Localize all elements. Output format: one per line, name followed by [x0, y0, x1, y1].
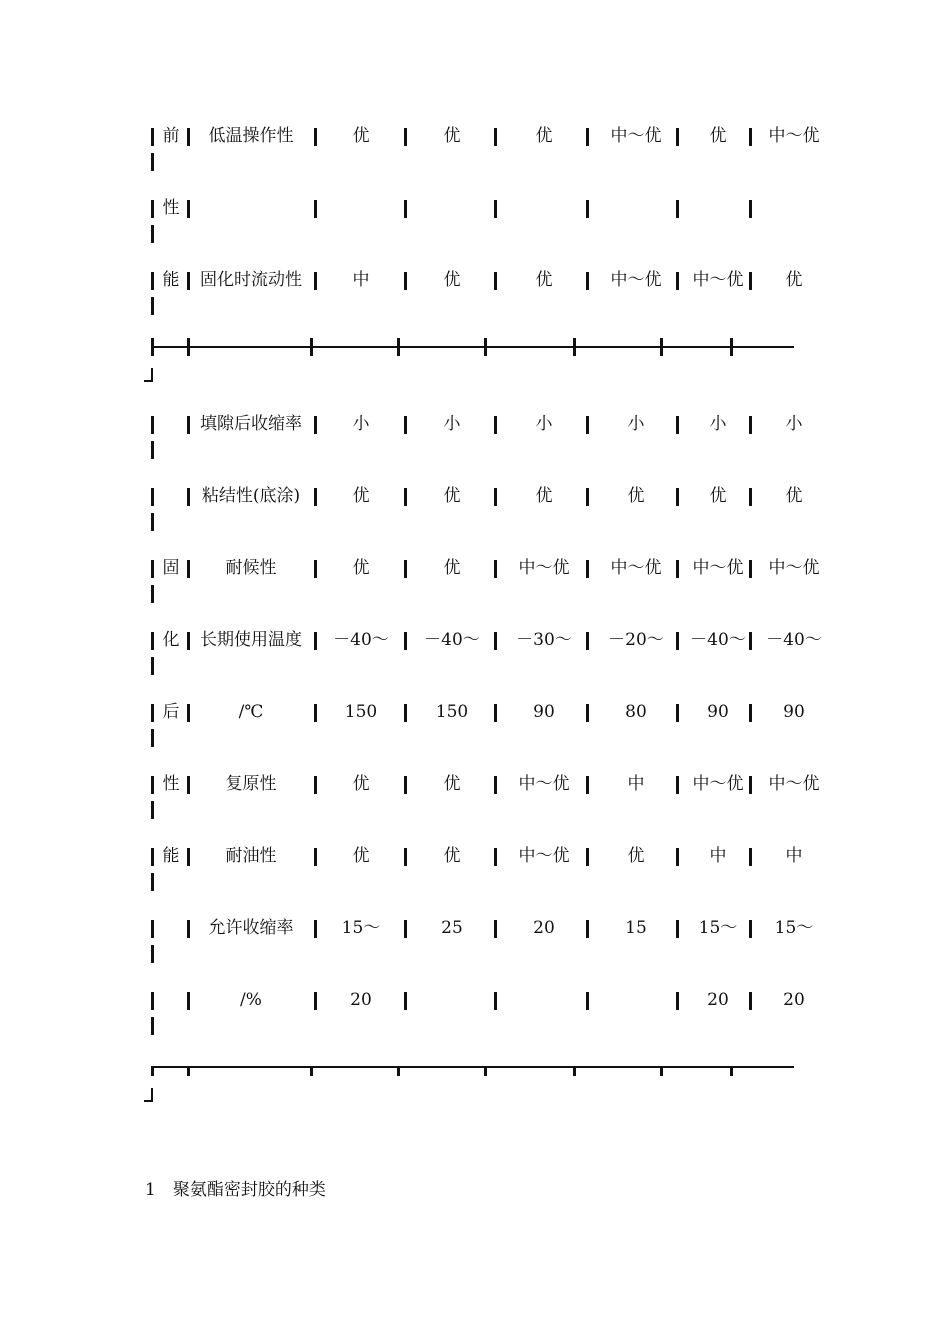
section-divider [0, 346, 950, 386]
property-value: 150 [344, 702, 378, 722]
property-value: 小 [443, 414, 461, 434]
table-row [0, 629, 950, 701]
column-separator [676, 920, 679, 938]
property-value: 15～ [774, 918, 814, 938]
property-value: 150 [435, 702, 469, 722]
property-value: 中 [352, 270, 370, 290]
column-separator [404, 200, 407, 218]
column-separator [586, 920, 589, 938]
rule-junction [397, 338, 400, 356]
row-continuation-bar [151, 153, 154, 171]
property-value: －40～ [766, 630, 822, 650]
property-value: 中～优 [518, 846, 570, 866]
property-value: 80 [625, 702, 647, 722]
column-separator [404, 920, 407, 938]
property-value: 优 [443, 846, 461, 866]
property-value: －40～ [424, 630, 480, 650]
property-value: －40～ [690, 630, 746, 650]
property-value: 优 [709, 486, 727, 506]
column-separator [314, 920, 317, 938]
property-name: 耐油性 [225, 846, 277, 866]
column-separator [494, 704, 497, 722]
property-value: 优 [443, 558, 461, 578]
property-value: 20 [533, 918, 555, 938]
property-value: －40～ [333, 630, 389, 650]
rule-junction [187, 1066, 190, 1076]
column-separator [676, 776, 679, 794]
column-separator [586, 848, 589, 866]
property-value: 中～优 [518, 558, 570, 578]
column-separator [676, 848, 679, 866]
property-name: 低温操作性 [208, 126, 294, 146]
column-separator [314, 992, 317, 1010]
column-separator [314, 776, 317, 794]
column-separator [586, 416, 589, 434]
property-value: 优 [443, 270, 461, 290]
property-value: 优 [352, 846, 370, 866]
property-name: 填隙后收缩率 [200, 414, 302, 434]
property-value: 优 [443, 774, 461, 794]
row-group-label: 固 [162, 558, 180, 578]
property-value: 优 [352, 126, 370, 146]
row-continuation-bar [151, 513, 154, 531]
rule-junction [310, 1066, 313, 1076]
property-value: 中～优 [610, 270, 662, 290]
column-separator [494, 632, 497, 650]
property-value: 优 [785, 486, 803, 506]
property-value: 中 [785, 846, 803, 866]
column-separator [151, 920, 154, 938]
property-value: 中 [709, 846, 727, 866]
property-value: 90 [707, 702, 729, 722]
property-value: 小 [352, 414, 370, 434]
corner-mark [144, 1100, 153, 1102]
property-value: 小 [785, 414, 803, 434]
column-separator [676, 128, 679, 146]
property-value: 25 [441, 918, 463, 938]
row-continuation-bar [151, 801, 154, 819]
property-name: /℃ [238, 702, 264, 722]
column-separator [314, 128, 317, 146]
column-separator [314, 632, 317, 650]
section-heading: 1 聚氨酯密封胶的种类 [145, 1180, 326, 1200]
property-value: 优 [352, 774, 370, 794]
rule-junction [310, 338, 313, 356]
column-separator [494, 560, 497, 578]
property-value: 15～ [341, 918, 381, 938]
property-value: 中～优 [692, 270, 744, 290]
rule-junction [187, 338, 190, 356]
column-separator [151, 992, 154, 1010]
column-separator [494, 848, 497, 866]
column-separator [404, 632, 407, 650]
property-value: 优 [535, 126, 553, 146]
rule-junction [151, 1066, 154, 1076]
property-value: 优 [785, 270, 803, 290]
column-separator [494, 416, 497, 434]
rule-junction [151, 338, 154, 356]
horizontal-rule [151, 346, 794, 348]
column-separator [586, 128, 589, 146]
column-separator [314, 560, 317, 578]
table-row [0, 917, 950, 989]
column-separator [586, 704, 589, 722]
rule-junction [730, 338, 733, 356]
row-group-label: 前 [162, 126, 180, 146]
rule-junction [484, 1066, 487, 1076]
table-row [0, 989, 950, 1061]
column-separator [404, 272, 407, 290]
column-separator [494, 200, 497, 218]
row-continuation-bar [151, 585, 154, 603]
column-separator [404, 992, 407, 1010]
column-separator [494, 272, 497, 290]
column-separator [494, 488, 497, 506]
column-separator [749, 200, 752, 218]
column-separator [404, 776, 407, 794]
rule-junction [573, 1066, 576, 1076]
row-continuation-bar [151, 297, 154, 315]
column-separator [404, 704, 407, 722]
property-name: /% [240, 990, 262, 1010]
table-row [0, 485, 950, 557]
property-value: 90 [533, 702, 555, 722]
property-value: 15～ [698, 918, 738, 938]
property-value: 中 [627, 774, 645, 794]
rule-junction [484, 338, 487, 356]
column-separator [676, 200, 679, 218]
table-row [0, 269, 950, 341]
property-value: 小 [709, 414, 727, 434]
corner-mark [144, 380, 153, 382]
column-separator [586, 992, 589, 1010]
column-separator [494, 992, 497, 1010]
table-row [0, 125, 950, 197]
column-separator [314, 416, 317, 434]
property-name: 粘结性(底涂) [201, 486, 301, 506]
column-separator [586, 488, 589, 506]
property-value: 优 [535, 486, 553, 506]
rule-junction [573, 338, 576, 356]
property-value: 15 [625, 918, 647, 938]
rule-junction [730, 1066, 733, 1076]
table-row [0, 701, 950, 773]
column-separator [676, 704, 679, 722]
column-separator [586, 632, 589, 650]
row-continuation-bar [151, 225, 154, 243]
column-separator [404, 488, 407, 506]
row-continuation-bar [151, 1017, 154, 1035]
row-group-label: 能 [162, 270, 180, 290]
table-bottom-border [0, 1066, 950, 1106]
property-name: 允许收缩率 [208, 918, 294, 938]
column-separator [676, 488, 679, 506]
row-group-label: 后 [162, 702, 180, 722]
property-value: 90 [783, 702, 805, 722]
row-continuation-bar [151, 441, 154, 459]
property-name: 长期使用温度 [200, 630, 302, 650]
row-group-label: 性 [162, 774, 180, 794]
property-value: 20 [350, 990, 372, 1010]
column-separator [586, 776, 589, 794]
column-separator [314, 704, 317, 722]
property-name: 复原性 [225, 774, 277, 794]
column-separator [151, 488, 154, 506]
column-separator [494, 776, 497, 794]
column-separator [586, 560, 589, 578]
property-value: 20 [707, 990, 729, 1010]
column-separator [314, 488, 317, 506]
property-value: 优 [443, 486, 461, 506]
table-row [0, 773, 950, 845]
property-value: 优 [443, 126, 461, 146]
column-separator [676, 992, 679, 1010]
row-continuation-bar [151, 945, 154, 963]
horizontal-rule [151, 1066, 794, 1068]
property-value: 中～优 [692, 558, 744, 578]
row-continuation-bar [151, 657, 154, 675]
property-value: 中～优 [768, 126, 820, 146]
property-value: 中～优 [518, 774, 570, 794]
column-separator [404, 416, 407, 434]
property-value: 中～优 [768, 558, 820, 578]
table-row [0, 845, 950, 917]
table-row [0, 557, 950, 629]
property-value: 中～优 [610, 558, 662, 578]
column-separator [494, 920, 497, 938]
property-value: 中～优 [692, 774, 744, 794]
property-value: 小 [627, 414, 645, 434]
column-separator [494, 128, 497, 146]
column-separator [314, 848, 317, 866]
property-value: 优 [535, 270, 553, 290]
column-separator [404, 128, 407, 146]
property-value: 小 [535, 414, 553, 434]
table-row [0, 197, 950, 269]
property-name: 耐候性 [225, 558, 277, 578]
property-value: 20 [783, 990, 805, 1010]
table-row [0, 413, 950, 485]
rule-junction [660, 338, 663, 356]
property-value: 优 [627, 846, 645, 866]
column-separator [151, 416, 154, 434]
row-continuation-bar [151, 729, 154, 747]
column-separator [586, 200, 589, 218]
column-separator [676, 272, 679, 290]
property-value: －20～ [608, 630, 664, 650]
column-separator [314, 272, 317, 290]
property-name: 固化时流动性 [200, 270, 302, 290]
property-value: 中～优 [610, 126, 662, 146]
column-separator [404, 848, 407, 866]
column-separator [314, 200, 317, 218]
column-separator [586, 272, 589, 290]
column-separator [404, 560, 407, 578]
property-value: 中～优 [768, 774, 820, 794]
row-continuation-bar [151, 873, 154, 891]
column-separator [676, 560, 679, 578]
row-group-label: 化 [162, 630, 180, 650]
property-value: 优 [709, 126, 727, 146]
rule-junction [660, 1066, 663, 1076]
column-separator [676, 416, 679, 434]
column-separator [676, 632, 679, 650]
row-group-label: 性 [162, 198, 180, 218]
property-value: 优 [352, 558, 370, 578]
property-value: －30～ [516, 630, 572, 650]
rule-junction [397, 1066, 400, 1076]
row-group-label: 能 [162, 846, 180, 866]
property-value: 优 [627, 486, 645, 506]
property-value: 优 [352, 486, 370, 506]
